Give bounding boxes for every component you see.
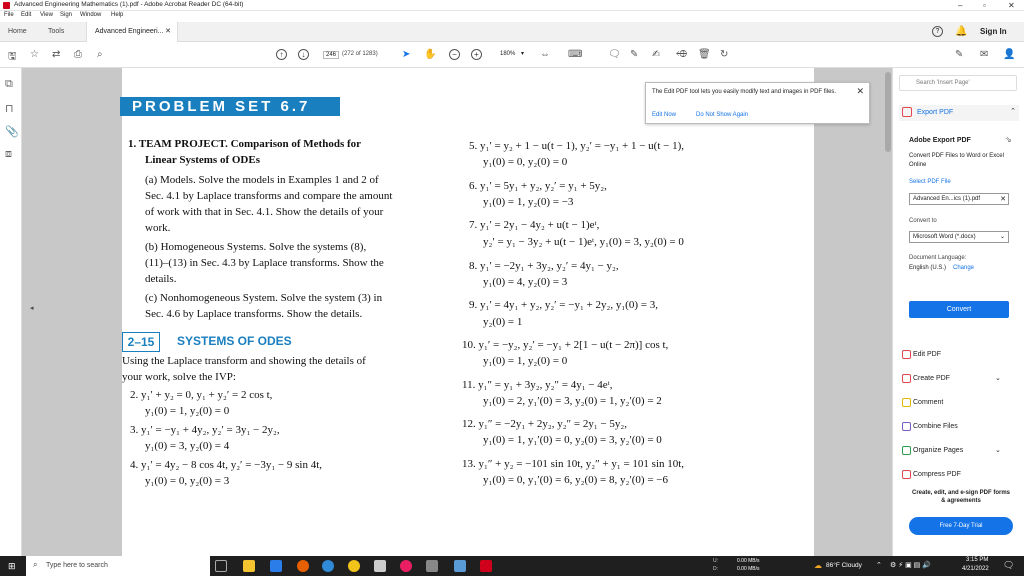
equation-line: y₁(0) = 0, y₁′(0) = 6, y₂(0) = 8, y₂′(0) = −6 <box>483 474 668 486</box>
keyboard-icon[interactable]: ⌨ <box>568 49 583 60</box>
convert-to-label: Convert to <box>909 218 937 224</box>
equation-line: y₁(0) = 1, y₂(0) = 0 <box>483 355 568 367</box>
zoom-dropdown-icon[interactable]: ▾ <box>521 51 525 57</box>
menu-file[interactable]: File <box>4 12 14 18</box>
weather-icon: ☁ <box>814 561 822 570</box>
free-trial-button[interactable]: Free 7-Day Trial <box>909 517 1013 535</box>
selected-file-field[interactable] <box>909 193 1009 205</box>
equation-line: 11. y₁″ = y₁ + 3y₂, y₂″ = 4y₁ − 4eᵗ, <box>462 379 613 391</box>
equation-line: 6. y₁′ = 5y₁ + y₂, y₂′ = y₁ + 5y₂, <box>469 180 607 192</box>
search-tools-input[interactable] <box>899 75 1017 91</box>
compress-pdf-icon <box>902 470 911 479</box>
tab-home[interactable]: Home <box>8 28 27 35</box>
left-text-line: Linear Systems of ODEs <box>145 154 260 166</box>
equation-line: y₁(0) = 1, y₁′(0) = 0, y₂(0) = 3, y₂′(0) = 0 <box>483 434 662 446</box>
equation-line: 2. y₁′ + y₂ = 0, y₁ + y₂′ = 2 cos t, <box>130 389 273 401</box>
comment-icon[interactable]: 🗨 <box>608 49 621 60</box>
menu-window[interactable]: Window <box>80 12 102 18</box>
equation-line: y₁(0) = 0, y₂(0) = 0 <box>483 156 568 168</box>
edit-now-button[interactable]: Edit Now <box>652 112 677 118</box>
dropdown-arrow-icon: ⌄ <box>999 234 1005 240</box>
acrobat-taskbar-icon[interactable] <box>480 560 492 572</box>
export-pdf-label: Export PDF <box>917 109 954 116</box>
edge-icon[interactable] <box>322 560 334 572</box>
trash-icon[interactable]: 🗑 <box>698 49 711 60</box>
edit-pdf-icon <box>902 350 911 359</box>
selected-file-name: Advanced En...ics (1).pdf <box>913 196 981 202</box>
app-icon[interactable] <box>374 560 386 572</box>
taskbar <box>0 556 1024 576</box>
equation-line: y₂(0) = 1 <box>483 316 523 328</box>
minimize-button[interactable]: – <box>958 1 963 10</box>
close-window-button[interactable]: ✕ <box>1008 1 1015 10</box>
tool-create-pdf[interactable]: Create PDF <box>913 375 950 382</box>
page-count: (272 of 1283) <box>342 51 378 57</box>
comment-tool-icon <box>902 398 911 407</box>
pen-icon[interactable]: ✎ <box>630 49 639 60</box>
firefox-icon[interactable] <box>297 560 309 572</box>
adobe-export-desc: Convert PDF Files to Word or Excel Online <box>909 153 1004 168</box>
convert-button[interactable]: Convert <box>909 301 1009 318</box>
tool-comment[interactable]: Comment <box>913 399 944 406</box>
app3-icon[interactable] <box>426 560 438 572</box>
equation-line: y₂′ = y₁ − 3y₂ + u(t − 1)eᵗ, y₁(0) = 3, y₂(0) = 0 <box>483 236 684 248</box>
acrobat-icon <box>3 2 10 9</box>
sign-icon[interactable]: ✍ <box>652 49 661 60</box>
net-upload: 0.00 MB/s <box>737 558 760 564</box>
search-glass-icon: ⌕ <box>33 560 38 569</box>
equation-line: y₁(0) = 3, y₂(0) = 4 <box>145 440 230 452</box>
intro-line: Using the Laplace transform and showing the details of <box>122 355 366 367</box>
menu-edit[interactable]: Edit <box>21 12 32 18</box>
promo-text: Create, edit, and e-sign PDF forms & agreements <box>911 490 1011 504</box>
organize-chevron-icon[interactable]: ⌄ <box>995 447 1001 454</box>
equation-line: y₁(0) = 0, y₂(0) = 3 <box>145 475 230 487</box>
right-tools-panel <box>892 68 1024 556</box>
scrollbar-thumb[interactable] <box>885 72 891 152</box>
left-text-line: (a) Models. Solve the models in Examples 1 and 2 of <box>145 174 379 186</box>
tab-tools[interactable]: Tools <box>48 28 65 35</box>
pages-icon[interactable]: ⧉ <box>5 78 13 90</box>
section-title: SYSTEMS OF ODES <box>177 334 292 348</box>
clock-time[interactable]: 3:15 PM <box>966 557 989 563</box>
tab-bar <box>0 22 1024 42</box>
select-file-label: Select PDF File <box>909 179 951 185</box>
maximize-button[interactable]: ▫ <box>983 1 986 10</box>
toolbar <box>0 42 1024 68</box>
save-icon[interactable]: 🖫 <box>8 51 17 62</box>
equation-line: y₁(0) = 1, y₂(0) = −3 <box>483 196 574 208</box>
equation-line: 10. y₁′ = −y₂, y₂′ = −y₁ + 2[1 − u(t − 2π)] cos t, <box>462 339 669 351</box>
fit-page-icon[interactable]: ⇔ <box>540 49 550 60</box>
file-explorer-icon[interactable] <box>243 560 255 572</box>
layers-icon[interactable]: ⧈ <box>5 148 12 160</box>
task-view-icon[interactable] <box>215 560 227 572</box>
organize-pages-icon <box>902 446 911 455</box>
language-value: English (U.S.) <box>909 265 947 271</box>
combine-files-icon <box>902 422 911 431</box>
equation-line: 13. y₁″ + y₂ = −101 sin 10t, y₂″ + y₁ = 101 sin 10t, <box>462 458 685 470</box>
tab-document-label: Advanced Engineeri... <box>95 28 164 35</box>
tag-icon[interactable]: ⬲ <box>676 49 687 60</box>
tool-organize-pages[interactable]: Organize Pages <box>913 447 964 454</box>
equation-line: y₁(0) = 2, y₁′(0) = 3, y₂(0) = 1, y₂′(0) = 2 <box>483 395 662 407</box>
add-user-icon[interactable]: 👤 <box>1003 49 1016 60</box>
export-pdf-icon <box>902 107 912 117</box>
equation-line: 5. y₁′ = y₂ + 1 − u(t − 1), y₂′ = −y₁ + 1 − u(t − 1), <box>469 140 684 152</box>
problem-set-title: PROBLEM SET 6.7 <box>132 98 311 115</box>
tool-compress-pdf[interactable]: Compress PDF <box>913 471 961 478</box>
equation-line: 8. y₁′ = −2y₁ + 3y₂, y₂′ = 4y₁ − y₂, <box>469 260 619 272</box>
document-language-label: Document Language: <box>909 255 967 261</box>
attach-icon[interactable]: ⇘ <box>1005 135 1012 144</box>
title-bar <box>0 0 1024 11</box>
bookmark-icon[interactable]: ⊓ <box>5 103 14 115</box>
edit-sign-icon[interactable]: ✎ <box>955 49 964 60</box>
left-text-line: Sec. 4.1 by Laplace transforms and compare the amount <box>145 190 393 202</box>
hand-tool-icon[interactable]: ✋ <box>424 49 437 60</box>
net-up-label: U: <box>713 558 718 564</box>
format-value: Microsoft Word (*.docx) <box>913 234 976 240</box>
notification-icon[interactable]: 🗨 <box>1003 560 1015 570</box>
search-placeholder: Search 'Insert Page' <box>916 80 970 86</box>
section-number-box: 2–15 <box>122 332 160 352</box>
net-down-label: D: <box>713 566 718 572</box>
equation-line: 4. y₁′ = 4y₂ − 8 cos 4t, y₂′ = −3y₁ − 9 sin 4t, <box>130 459 323 471</box>
close-tooltip-icon[interactable]: ✕ <box>856 86 864 96</box>
weather-text[interactable]: 86°F Cloudy <box>826 562 862 569</box>
tool-edit-pdf[interactable]: Edit PDF <box>913 351 942 358</box>
store-icon[interactable] <box>270 560 282 572</box>
tooltip-text: The Edit PDF tool lets you easily modify text and images in PDF files. <box>652 89 837 95</box>
window-title: Advanced Engineering Mathematics (1).pdf - Adobe Acrobat Reader DC (64-bit) <box>14 1 244 8</box>
edit-pdf-tooltip <box>645 82 870 124</box>
page-number-input[interactable]: 246 <box>323 51 339 59</box>
equation-line: 3. y₁′ = −y₁ + 4y₂, y₂′ = 3y₁ − 2y₂, <box>130 424 280 436</box>
left-text-line: Sec. 4.6 by Laplace transforms. Show the details. <box>145 308 363 320</box>
mail-icon[interactable]: ✉ <box>980 49 989 60</box>
select-cursor-icon[interactable]: ➤ <box>402 49 411 60</box>
chrome-icon[interactable] <box>348 560 360 572</box>
equation-line: y₁(0) = 1, y₂(0) = 0 <box>145 405 230 417</box>
intro-line: your work, solve the IVP: <box>122 371 236 383</box>
page-down-icon[interactable]: ↓ <box>298 49 309 60</box>
tab-document[interactable] <box>86 22 178 42</box>
prev-page-arrow-icon[interactable]: ◂ <box>30 305 34 312</box>
taskbar-search-placeholder: Type here to search <box>46 562 108 569</box>
page-up-icon[interactable]: ↑ <box>276 49 287 60</box>
net-download: 0.00 MB/s <box>737 566 760 572</box>
equation-line: y₁(0) = 4, y₂(0) = 3 <box>483 276 568 288</box>
help-icon[interactable]: ? <box>932 26 943 37</box>
remove-file-icon[interactable]: ✕ <box>1000 196 1006 203</box>
tray-chevron-icon[interactable]: ⌃ <box>876 562 882 569</box>
share-icon[interactable]: ⇄ <box>52 49 61 60</box>
menu-view[interactable]: View <box>40 12 53 18</box>
clock-date[interactable]: 4/21/2022 <box>962 566 989 572</box>
equation-line: 12. y₁″ = −2y₁ + 2y₂, y₂″ = 2y₁ − 5y₂, <box>462 418 627 430</box>
vertical-scrollbar[interactable] <box>884 68 892 556</box>
print-icon[interactable]: ⎙ <box>74 49 82 60</box>
zoom-in-icon[interactable]: + <box>471 49 482 60</box>
tool-combine-files[interactable]: Combine Files <box>913 423 958 430</box>
do-not-show-again-button[interactable]: Do Not Show Again <box>696 112 749 118</box>
zoom-level[interactable]: 180% <box>500 51 516 57</box>
export-pdf-header[interactable] <box>899 105 1019 121</box>
format-dropdown[interactable] <box>909 231 1009 243</box>
zoom-out-icon[interactable]: − <box>449 49 460 60</box>
problem-set-banner <box>120 97 340 116</box>
change-language-link[interactable]: Change <box>953 265 975 271</box>
left-text-line: details. <box>145 273 177 285</box>
left-text-line: (b) Homogeneous Systems. Solve the systems (8), <box>145 241 367 253</box>
left-text-line: of work with that in Sec. 4.1. Show the details of your <box>145 206 384 218</box>
tray-icons[interactable]: ⚙ ⚡ ▣ ▤ 🔊 <box>890 562 931 569</box>
adobe-export-title: Adobe Export PDF <box>909 137 971 144</box>
menu-help[interactable]: Help <box>111 12 124 18</box>
search-icon[interactable]: ⌕ <box>97 49 103 60</box>
collapse-chevron-icon[interactable]: ⌃ <box>1010 108 1016 115</box>
menu-bar <box>0 11 1024 22</box>
left-text-line: work. <box>145 222 171 234</box>
left-text-line: 1. TEAM PROJECT. Comparison of Methods for <box>128 138 362 150</box>
app4-icon[interactable] <box>454 560 466 572</box>
left-text-line: (11)–(13) in Sec. 4.3 by Laplace transforms. Show the <box>145 257 384 269</box>
menu-sign[interactable]: Sign <box>60 12 73 18</box>
close-tab-icon[interactable]: ✕ <box>165 28 171 35</box>
equation-line: 9. y₁′ = 4y₁ + y₂, y₂′ = −y₁ + 2y₂, y₁(0) = 3, <box>469 299 658 311</box>
rotate-icon[interactable]: ↻ <box>720 49 729 60</box>
taskbar-search-box[interactable] <box>26 556 210 576</box>
create-pdf-chevron-icon[interactable]: ⌄ <box>995 375 1001 382</box>
left-rail <box>0 68 22 556</box>
equation-line: 7. y₁′ = 2y₁ − 4y₂ + u(t − 1)eᵗ, <box>469 219 600 231</box>
create-pdf-icon <box>902 374 911 383</box>
attachment-icon[interactable]: 📎 <box>5 126 19 138</box>
bookmark-star-icon[interactable]: ☆ <box>30 49 39 60</box>
sign-in-button[interactable]: Sign In <box>980 27 1007 36</box>
left-text-line: (c) Nonhomogeneous System. Solve the system (3) in <box>145 292 383 304</box>
bell-icon[interactable]: 🔔 <box>955 26 968 37</box>
windows-start-icon[interactable]: ⊞ <box>8 561 16 571</box>
app2-icon[interactable] <box>400 560 412 572</box>
